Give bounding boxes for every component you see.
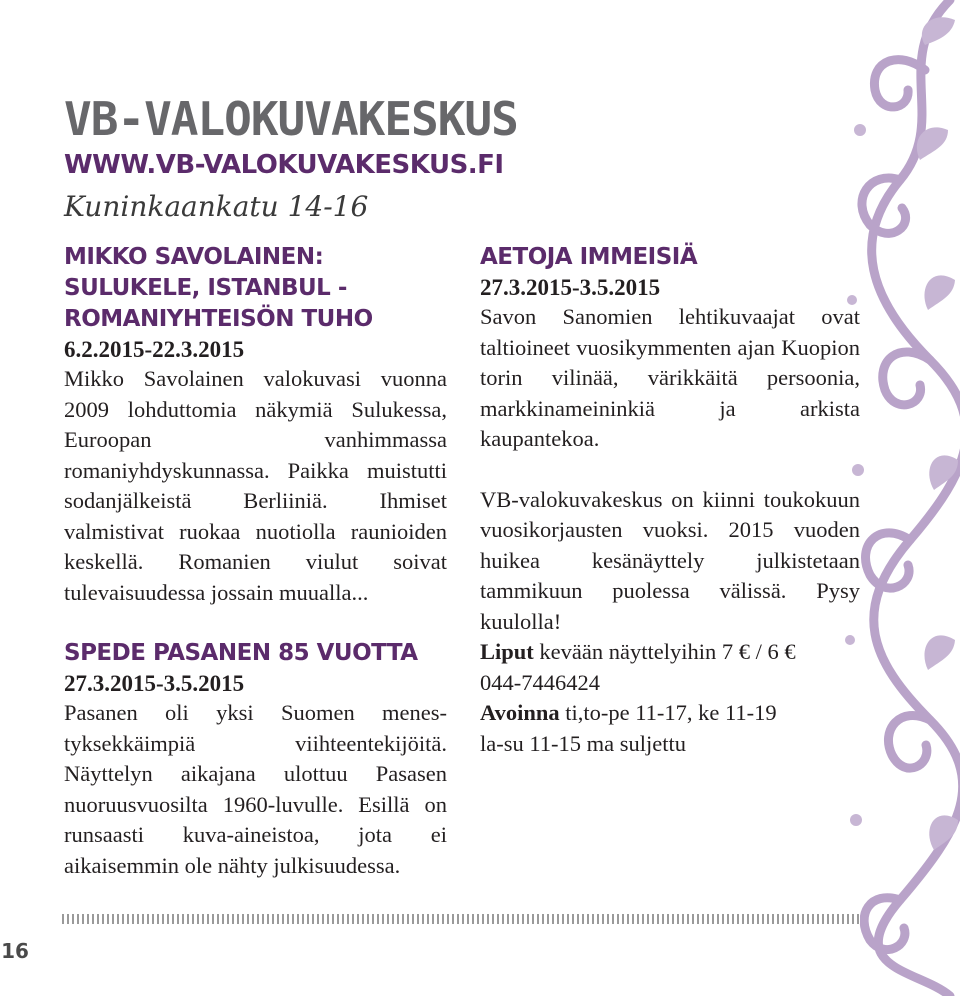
- closure-notice: VB-valokuvakeskus on kiinni toukokuun vuosikorjausten vuoksi. 2015 vuoden huikea kesänäyttely julkistetaan tammikuun puolessa välissä. Pysy kuulolla!: [480, 486, 860, 634]
- page-title: VB-VALOKUVAKESKUS: [64, 92, 518, 146]
- ticket-info: [480, 637, 860, 668]
- exhibition-date: 27.3.2015-3.5.2015: [480, 275, 661, 300]
- exhibition-description: Mikko Savolainen valokuvasi vuonna 2009 lohduttomia näkymiä Sulukessa, Euroopan vanhimmassa romaniyhdyskunnassa. Paikka muistutti sodanjälkeistä Berliiniä. Ihmiset valmistivat ruokaa nuotiolla raunioiden keskellä. Romanien viulut soivat tulevaisuudessa jossain muualla...: [64, 366, 447, 605]
- left-column: [64, 242, 447, 881]
- address: Kuninkaankatu 14-16: [64, 190, 369, 223]
- exhibition-date: 27.3.2015-3.5.2015: [64, 671, 245, 696]
- exhibition-description: Pasanen oli yksi Suomen menestyksekkäimpiä viihteentekijöitä. Näyttelyn aikajana ulottuu Pasasen nuoruusvuosilta 1960-luvulle. Esillä on runsaasti kuva-aineistoa, jota ei aikaisemmin ole nähty julkisuudessa.: [64, 700, 447, 878]
- heading-line: MIKKO SAVOLAINEN:: [64, 244, 324, 270]
- tickets-label: Liput: [480, 639, 534, 664]
- page-number: 16: [0, 936, 30, 966]
- hours-label: Avoinna: [480, 700, 560, 725]
- right-column: [480, 242, 860, 759]
- phone-number: 044-7446424: [480, 669, 600, 695]
- tickets-text: kevään näyttelyihin 7 € / 6 €: [533, 639, 796, 664]
- divider-rule: [62, 914, 860, 924]
- exhibition-description: Savon Sanomien lehtikuvaajat ovat taltioineet vuosikymmenten ajan Kuopion torin vilinää, värikkäitä persoonia, markkinameininkiä ja arkista kaupantekoa.: [480, 304, 860, 451]
- section-heading-pasanen: SPEDE PASANEN 85 VUOTTA: [64, 640, 418, 666]
- section-heading-aetoja: AETOJA IMMEISIÄ: [480, 244, 698, 270]
- heading-line: ROMANIYHTEISÖN TUHO: [64, 306, 373, 332]
- exhibition-date: 6.2.2015-22.3.2015: [64, 337, 245, 362]
- website-link[interactable]: WWW.VB-VALOKUVAKESKUS.FI: [64, 150, 504, 180]
- hours-text: ti,to-pe 11-17, ke 11-19: [559, 700, 777, 725]
- opening-hours-weekend: la-su 11-15 ma suljettu: [480, 730, 687, 756]
- heading-line: SULUKELE, ISTANBUL -: [64, 275, 347, 301]
- section-heading-savolainen: [64, 242, 447, 335]
- opening-hours: [480, 698, 860, 729]
